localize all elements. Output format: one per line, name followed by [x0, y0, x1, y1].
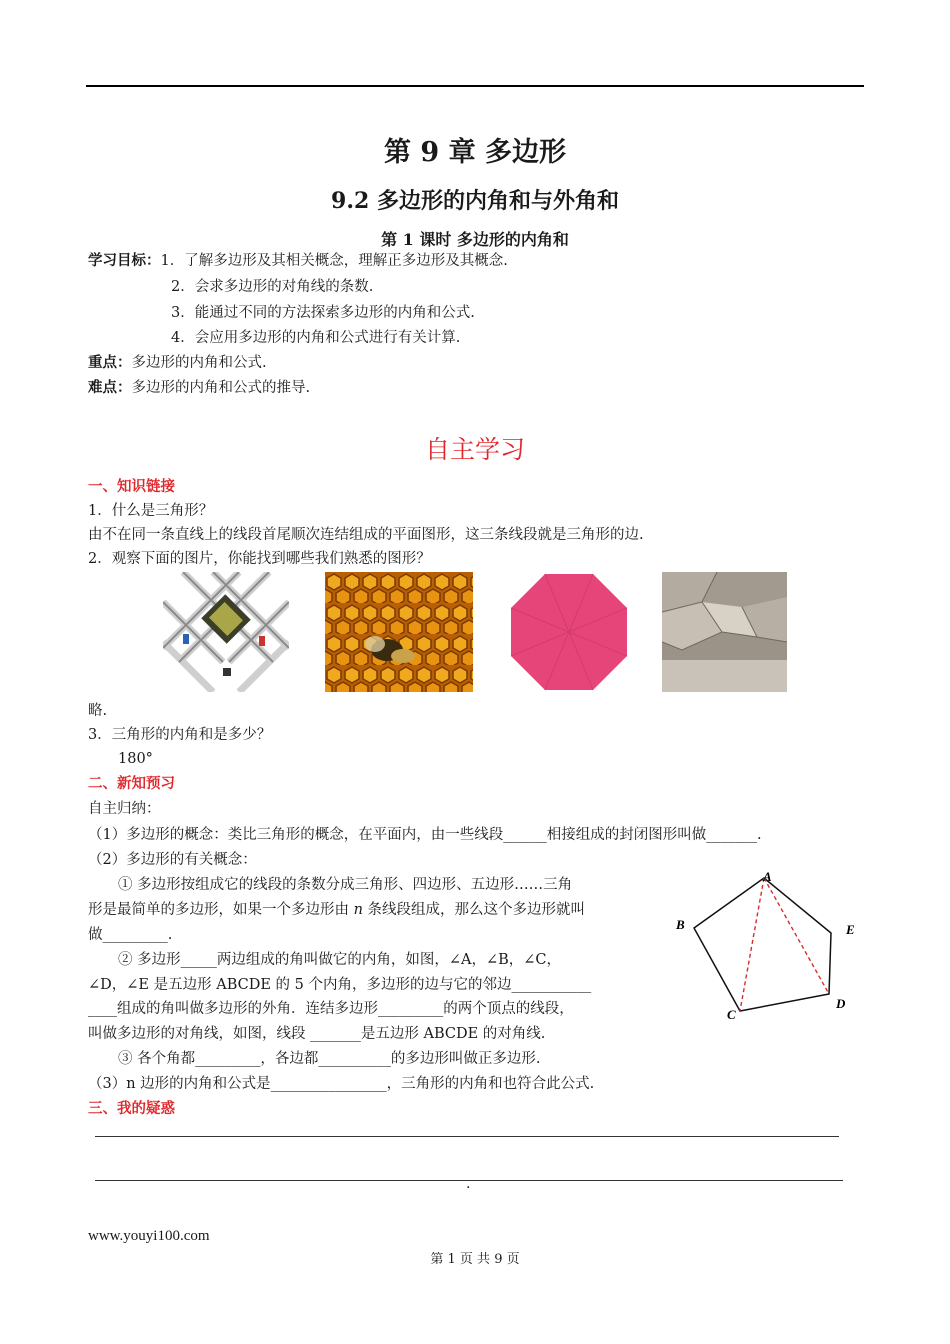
answer-1: 由不在同一条直线上的线段首尾顺次连结组成的平面图形，这三条线段就是三角形的边.: [88, 527, 644, 543]
page-number: 第 1 页 共 9 页: [430, 1252, 520, 1267]
header-rule: [86, 85, 864, 87]
concept-2-line: 叫做多边形的对角线，如图，线段 _______是五边形 ABCDE 的对角线.: [88, 1026, 546, 1042]
vertex-b-label: B: [676, 917, 685, 932]
question-1: 1．什么是三角形？: [88, 503, 214, 519]
key-point-row: [88, 353, 267, 373]
pink-octagon-photo: [509, 572, 629, 692]
concept-2-line: ① 多边形按组成它的线段的条数分成三角形、四边形、五边形……三角: [118, 877, 573, 893]
vertex-a-label: A: [763, 869, 772, 884]
pentagon-figure: [668, 866, 864, 1026]
concept-2-text: 条线段组成，那么这个多边形就叫: [362, 902, 586, 918]
difficulty-label: 难点：: [88, 379, 132, 396]
concept-2-label: （2）多边形的有关概念：: [88, 852, 257, 868]
concept-2-text: 形是最简单的多边形，如果一个多边形由: [88, 902, 354, 918]
section-title: 9.2 多边形的内角和与外角和: [331, 188, 619, 214]
answer-3: 180°: [118, 751, 153, 767]
concept-2-line: ∠D，∠E 是五边形 ABCDE 的 5 个内角，多边形的边与它的邻边___________: [88, 977, 592, 993]
key-point-text: 多边形的内角和公式.: [131, 355, 267, 371]
diagonal-ad: [764, 878, 829, 994]
question-2: 2．观察下面的图片，你能找到哪些我们熟悉的图形？: [88, 551, 431, 567]
objective-item: 3．能通过不同的方法探索多边形的内角和公式.: [171, 305, 475, 321]
key-point-label: 重点：: [88, 354, 132, 371]
part3-title: 三、我的疑惑: [88, 1100, 175, 1117]
chapter-title: 第 9 章 多边形: [384, 137, 566, 168]
variable-n: n: [353, 902, 363, 918]
answer-line: [95, 1136, 839, 1137]
concept-2-line: ____组成的角叫做多边形的外角．连结多边形_________的两个顶点的线段，: [88, 1001, 574, 1017]
concept-2-line: ③ 各个角都_________，各边都__________的多边形叫做正多边形.: [118, 1051, 541, 1067]
vertex-d-label: D: [836, 996, 846, 1011]
question-3: 3．三角形的内角和是多少？: [88, 727, 272, 743]
concept-2-line: ② 多边形_____两边组成的角叫做它的内角，如图，∠A，∠B，∠C，: [118, 952, 562, 968]
self-study-heading: 自主学习: [424, 435, 525, 464]
part1-title: 一、知识链接: [88, 478, 175, 495]
concept-2-line: 做_________.: [88, 927, 173, 943]
lesson-title: 第 1 课时 多边形的内角和: [381, 230, 569, 249]
stone-wall-photo: [662, 572, 787, 692]
honeycomb-photo: [325, 572, 473, 692]
summary-label: 自主归纳：: [88, 801, 161, 817]
part2-title: 二、新知预习: [88, 775, 175, 792]
vertex-e-label: E: [846, 922, 855, 937]
end-dot: .: [466, 1176, 471, 1192]
concept-3: （3）n 边形的内角和公式是________________，三角形的内角和也符合此公式.: [88, 1076, 595, 1092]
objectives-label: 学习目标：: [88, 252, 161, 269]
objective-item: 1．了解多边形及其相关概念，理解正多边形及其概念.: [160, 253, 508, 269]
vertex-c-label: C: [727, 1007, 736, 1022]
bookshelf-photo: [163, 572, 289, 692]
objective-item: 2．会求多边形的对角线的条数.: [171, 279, 374, 295]
objectives-row-1: [88, 251, 508, 271]
objective-item: 4．会应用多边形的内角和公式进行有关计算.: [171, 330, 461, 346]
concept-2-line: [88, 900, 585, 920]
pentagon-outline: [694, 878, 831, 1011]
answer-2: 略.: [88, 703, 108, 719]
footer-url: www.youyi100.com: [88, 1228, 210, 1244]
diagonal-ac: [740, 878, 764, 1011]
concept-1: （1）多边形的概念：类比三角形的概念，在平面内，由一些线段______相接组成的封闭图形叫做_______.: [88, 827, 762, 843]
difficulty-row: [88, 378, 310, 398]
difficulty-text: 多边形的内角和公式的推导.: [131, 380, 311, 396]
